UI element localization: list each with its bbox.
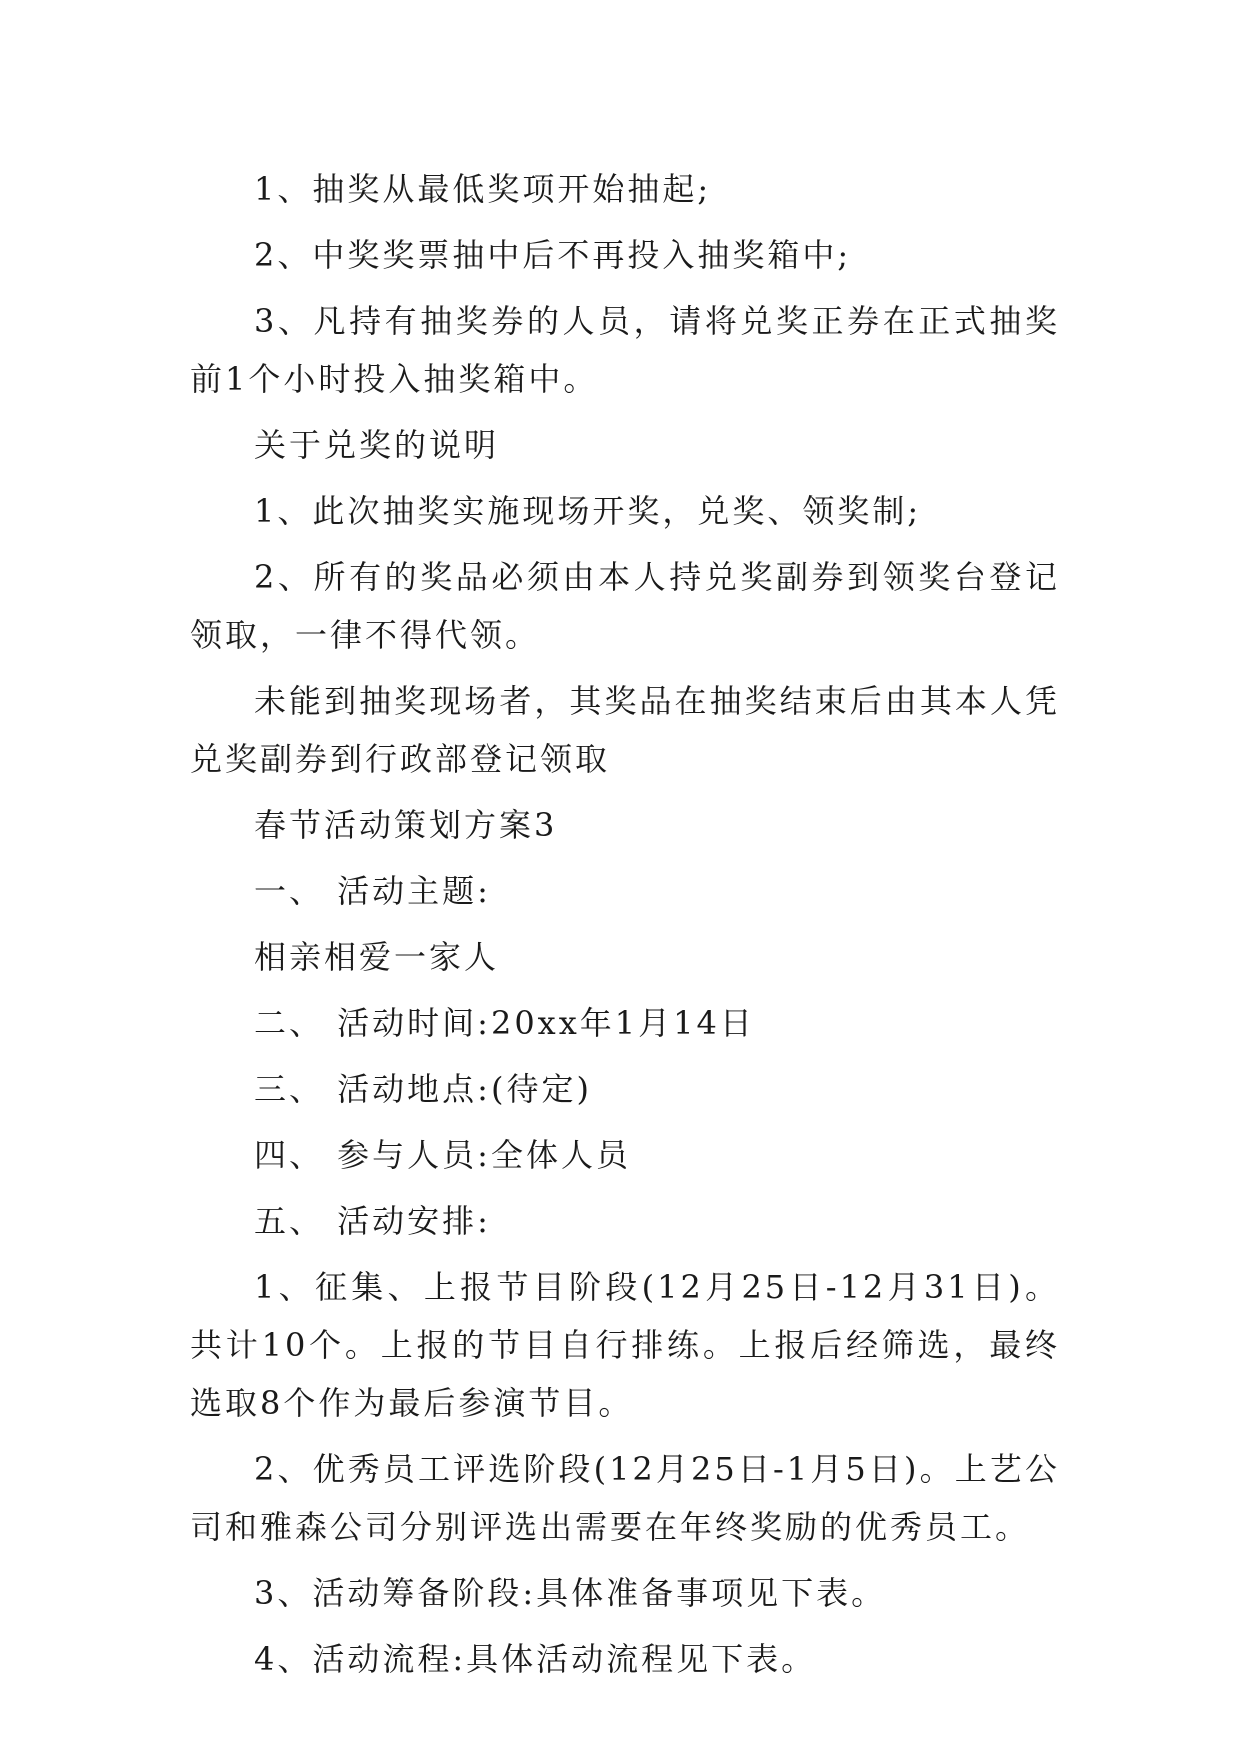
paragraph: 3、凡持有抽奖券的人员，请将兑奖正券在正式抽奖前1个小时投入抽奖箱中。 [190,302,1060,398]
paragraph: 4、活动流程:具体活动流程见下表。 [254,1640,817,1678]
document-title: 春节活动策划方案3 [254,806,558,844]
paragraph: 未能到抽奖现场者，其奖品在抽奖结束后由其本人凭兑奖副券到行政部登记领取 [190,682,1060,778]
document-body [190,160,1060,1688]
paragraph: 2、中奖奖票抽中后不再投入抽奖箱中; [254,236,852,274]
paragraph: 3、活动筹备阶段:具体准备事项见下表。 [254,1574,887,1612]
paragraph: 1、抽奖从最低奖项开始抽起; [254,170,712,208]
section-heading: 二、 活动时间:20xx年1月14日 [254,1004,755,1042]
section-heading: 四、 参与人员:全体人员 [254,1136,631,1174]
section-heading: 五、 活动安排: [254,1202,491,1240]
paragraph: 1、此次抽奖实施现场开奖，兑奖、领奖制; [254,492,922,530]
section-heading: 关于兑奖的说明 [254,426,500,464]
paragraph: 相亲相爱一家人 [254,938,500,976]
paragraph: 2、优秀员工评选阶段(12月25日-1月5日)。上艺公司和雅森公司分别评选出需要在年终奖励的优秀员工。 [190,1450,1060,1546]
section-heading: 三、 活动地点:(待定) [254,1070,592,1108]
paragraph: 2、所有的奖品必须由本人持兑奖副券到领奖台登记领取，一律不得代领。 [190,558,1060,654]
paragraph: 1、征集、上报节目阶段(12月25日-12月31日)。共计10个。上报的节目自行排练。上报后经筛选，最终选取8个作为最后参演节目。 [190,1268,1060,1422]
section-heading: 一、 活动主题: [254,872,491,910]
